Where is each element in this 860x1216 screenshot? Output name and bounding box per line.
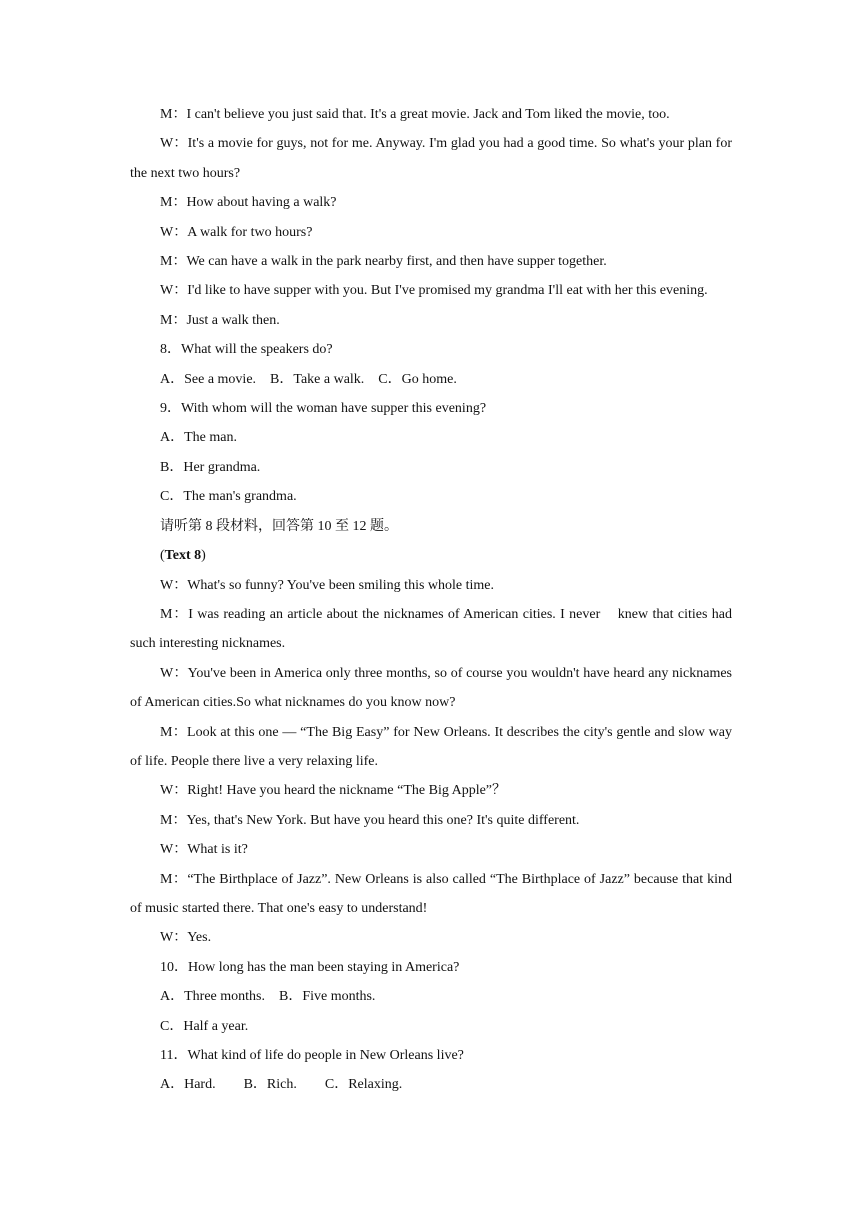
dialogue-line: W：Yes. xyxy=(160,930,212,946)
dialogue-line: M：I can't believe you just said that. It's a great movie. Jack and Tom liked the movie, too. xyxy=(160,107,670,122)
question-8-options-text: A．See a movie. B．Take a walk. C．Go home. xyxy=(160,371,457,387)
text-8-heading: (Text 8) xyxy=(160,548,206,564)
document-page xyxy=(130,100,736,1100)
question-10-options-ab xyxy=(130,982,732,1011)
dialogue-line: M：How about having a walk? xyxy=(160,195,337,211)
question-9-option-a: A．The man. xyxy=(160,430,237,446)
dialogue-line: M：“The Birthplace of Jazz”. New Orleans is also called “The Birthplace of Jazz” because that kind of music started there. That one's easy to understand! xyxy=(130,871,732,916)
question-10: 10．How long has the man been staying in America? xyxy=(160,959,460,975)
dialogue-line: M：Yes, that's New York. But have you heard this one? It's quite different. xyxy=(160,812,580,828)
dialogue-line: W：What's so funny? You've been smiling this whole time. xyxy=(160,577,495,593)
question-8-options xyxy=(130,365,732,394)
dialogue-line: W：Right! Have you heard the nickname “The Big Apple”？ xyxy=(160,783,507,799)
question-11: 11．What kind of life do people in New Orleans live? xyxy=(160,1048,464,1063)
dialogue-line: M：Look at this one — “The Big Easy” for New Orleans. It describes the city's gentle and slow way of life. People there live a very relaxing life. xyxy=(130,724,732,769)
dialogue-line: M：I was reading an article about the nicknames of American cities. I never knew that cities had such interesting nicknames. xyxy=(130,606,736,652)
question-11-options xyxy=(130,1070,732,1099)
question-11-options-text: A．Hard. B．Rich. C．Relaxing. xyxy=(160,1077,403,1093)
dialogue-line: W：A walk for two hours? xyxy=(160,224,313,240)
question-10-option-c: C．Half a year. xyxy=(160,1018,249,1034)
dialogue-line: W：I'd like to have supper with you. But I've promised my grandma I'll eat with her this evening. xyxy=(160,283,708,299)
dialogue-line: M：We can have a walk in the park nearby first, and then have supper together. xyxy=(160,254,607,270)
dialogue-line: W：What is it? xyxy=(160,842,248,858)
text-8-label: Text 8 xyxy=(164,548,202,564)
dialogue-line: W：You've been in America only three months, so of course you wouldn't have heard any nicknames of American cities.So what nicknames do you know now? xyxy=(130,665,732,711)
dialogue-line: W：It's a movie for guys, not for me. Anyway. I'm glad you had a good time. So what's your plan for the next two hours? xyxy=(130,136,732,181)
question-8: 8．What will the speakers do? xyxy=(160,342,333,358)
question-9: 9．With whom will the woman have supper this evening? xyxy=(160,401,487,417)
section-instruction: 请听第 8 段材料，回答第 10 至 12 题。 xyxy=(160,518,398,534)
question-9-option-c: C．The man's grandma. xyxy=(160,489,297,505)
question-10-options-ab-text: A．Three months. B．Five months. xyxy=(160,989,376,1005)
question-9-option-b: B．Her grandma. xyxy=(160,459,261,475)
dialogue-line: M：Just a walk then. xyxy=(160,312,280,328)
